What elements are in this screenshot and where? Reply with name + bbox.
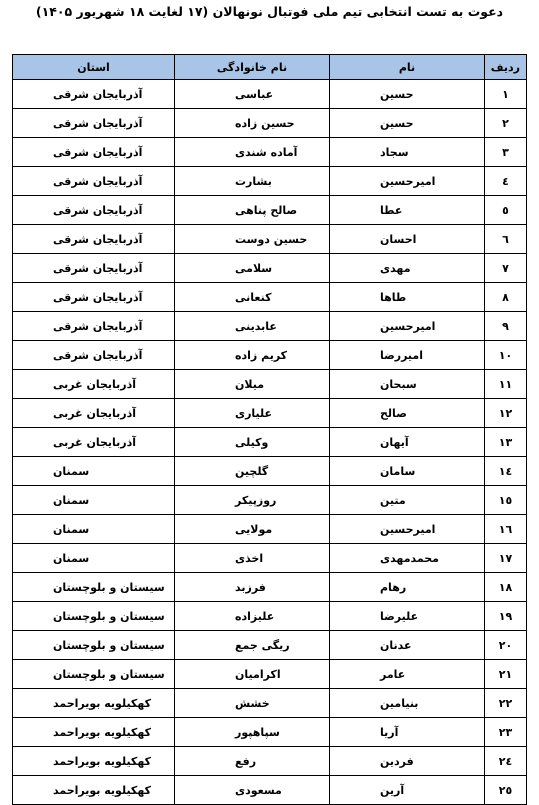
cell-first-name: مهدی (330, 254, 485, 283)
cell-row-number: ۱۳ (485, 428, 527, 457)
cell-province: سیستان و بلوچستان (13, 602, 175, 631)
table-row (13, 370, 527, 399)
cell-row-number: ۱ (485, 80, 527, 109)
cell-family-name: سپاهپور (175, 718, 330, 747)
table-row (13, 428, 527, 457)
cell-row-number: ۱۰ (485, 341, 527, 370)
cell-row-number: ۱۹ (485, 602, 527, 631)
cell-first-name: سبحان (330, 370, 485, 399)
cell-row-number: ٥ (485, 196, 527, 225)
cell-first-name: حسین (330, 80, 485, 109)
cell-province: کهکیلویه بویراحمد (13, 776, 175, 805)
table-row (13, 399, 527, 428)
table-row (13, 283, 527, 312)
cell-row-number: ۸ (485, 283, 527, 312)
cell-first-name: آریا (330, 718, 485, 747)
cell-province: سمنان (13, 457, 175, 486)
header-family-name: نام خانوادگی (175, 55, 330, 80)
table-row (13, 689, 527, 718)
cell-province: آذربایجان شرقی (13, 196, 175, 225)
cell-row-number: ۳ (485, 138, 527, 167)
table-row (13, 660, 527, 689)
cell-province: آذربایجان شرقی (13, 254, 175, 283)
cell-family-name: خشش (175, 689, 330, 718)
cell-row-number: ۲٥ (485, 776, 527, 805)
cell-first-name: متین (330, 486, 485, 515)
cell-province: سمنان (13, 486, 175, 515)
roster-body (13, 80, 527, 805)
table-row (13, 747, 527, 776)
table-row (13, 341, 527, 370)
cell-family-name: عباسی (175, 80, 330, 109)
cell-first-name: رهام (330, 573, 485, 602)
cell-province: سمنان (13, 544, 175, 573)
cell-row-number: ۲۰ (485, 631, 527, 660)
cell-first-name: علیرضا (330, 602, 485, 631)
cell-province: آذربایجان شرقی (13, 109, 175, 138)
header-first-name: نام (330, 55, 485, 80)
cell-family-name: علیزاده (175, 602, 330, 631)
cell-province: آذربایجان شرقی (13, 312, 175, 341)
table-row (13, 486, 527, 515)
cell-first-name: امیرحسین (330, 515, 485, 544)
cell-province: آذربایجان غربی (13, 399, 175, 428)
cell-family-name: حسین دوست (175, 225, 330, 254)
cell-row-number: ۲۲ (485, 689, 527, 718)
cell-row-number: ۱٤ (485, 457, 527, 486)
cell-row-number: ۱۸ (485, 573, 527, 602)
cell-row-number: ۹ (485, 312, 527, 341)
cell-province: سمنان (13, 515, 175, 544)
cell-family-name: مسعودی (175, 776, 330, 805)
table-row (13, 138, 527, 167)
cell-first-name: بنیامین (330, 689, 485, 718)
cell-province: آذربایجان شرقی (13, 341, 175, 370)
table-row (13, 109, 527, 138)
cell-first-name: صالح (330, 399, 485, 428)
cell-first-name: آیهان (330, 428, 485, 457)
cell-family-name: گلچین (175, 457, 330, 486)
header-row-number: ردیف (485, 55, 527, 80)
cell-first-name: احسان (330, 225, 485, 254)
cell-row-number: ۱۲ (485, 399, 527, 428)
cell-first-name: سامان (330, 457, 485, 486)
cell-first-name: سجاد (330, 138, 485, 167)
cell-province: آذربایجان شرقی (13, 80, 175, 109)
header-province: استان (13, 55, 175, 80)
cell-family-name: علیاری (175, 399, 330, 428)
table-row (13, 602, 527, 631)
header-row (13, 55, 527, 80)
table-row (13, 80, 527, 109)
cell-province: کهکیلویه بویراحمد (13, 718, 175, 747)
cell-family-name: میلان (175, 370, 330, 399)
cell-family-name: مولایی (175, 515, 330, 544)
cell-row-number: ۲٤ (485, 747, 527, 776)
cell-family-name: رفع (175, 747, 330, 776)
table-row (13, 225, 527, 254)
cell-first-name: آرین (330, 776, 485, 805)
cell-family-name: روزپیکر (175, 486, 330, 515)
cell-first-name: عامر (330, 660, 485, 689)
cell-row-number: ٤ (485, 167, 527, 196)
cell-province: سیستان و بلوچستان (13, 573, 175, 602)
cell-province: آذربایجان شرقی (13, 167, 175, 196)
cell-family-name: ریگی جمع (175, 631, 330, 660)
cell-row-number: ۱۷ (485, 544, 527, 573)
table-row (13, 573, 527, 602)
cell-province: آذربایجان شرقی (13, 225, 175, 254)
cell-first-name: عطا (330, 196, 485, 225)
cell-province: آذربایجان شرقی (13, 283, 175, 312)
cell-family-name: عابدینی (175, 312, 330, 341)
table-row (13, 776, 527, 805)
cell-first-name: امیرحسین (330, 167, 485, 196)
cell-first-name: امیررضا (330, 341, 485, 370)
cell-row-number: ۷ (485, 254, 527, 283)
cell-row-number: ۱۱ (485, 370, 527, 399)
cell-province: آذربایجان غربی (13, 370, 175, 399)
cell-row-number: ٦ (485, 225, 527, 254)
cell-province: سیستان و بلوچستان (13, 631, 175, 660)
cell-family-name: فرزبد (175, 573, 330, 602)
cell-first-name: امیرحسین (330, 312, 485, 341)
cell-family-name: کنعانی (175, 283, 330, 312)
cell-province: کهکیلویه بویراحمد (13, 747, 175, 776)
cell-first-name: فردین (330, 747, 485, 776)
table-row (13, 254, 527, 283)
cell-family-name: صالح پناهی (175, 196, 330, 225)
cell-family-name: سلامی (175, 254, 330, 283)
page-title: دعوت به تست انتخابی تیم ملی فوتبال نونهالان (۱۷ لغایت ۱۸ شهریور ۱۴۰۵) (35, 4, 504, 19)
table-row (13, 631, 527, 660)
table-row (13, 312, 527, 341)
table-row (13, 457, 527, 486)
cell-family-name: آماده شندی (175, 138, 330, 167)
cell-first-name: عدنان (330, 631, 485, 660)
cell-family-name: حسین زاده (175, 109, 330, 138)
table-row (13, 718, 527, 747)
table-row (13, 544, 527, 573)
cell-family-name: اکرامیان (175, 660, 330, 689)
table-row (13, 196, 527, 225)
cell-province: کهکیلویه بویراحمد (13, 689, 175, 718)
cell-row-number: ۲۳ (485, 718, 527, 747)
cell-family-name: بشارت (175, 167, 330, 196)
cell-first-name: حسین (330, 109, 485, 138)
cell-row-number: ۲ (485, 109, 527, 138)
cell-family-name: اخذی (175, 544, 330, 573)
roster-table (12, 54, 527, 805)
table-row (13, 167, 527, 196)
cell-province: آذربایجان غربی (13, 428, 175, 457)
cell-first-name: محمدمهدی (330, 544, 485, 573)
cell-first-name: طاها (330, 283, 485, 312)
cell-family-name: کریم زاده (175, 341, 330, 370)
cell-family-name: وکیلی (175, 428, 330, 457)
cell-row-number: ۱٦ (485, 515, 527, 544)
table-row (13, 515, 527, 544)
cell-province: آذربایجان شرقی (13, 138, 175, 167)
cell-row-number: ۲۱ (485, 660, 527, 689)
cell-province: سیستان و بلوچستان (13, 660, 175, 689)
cell-row-number: ۱٥ (485, 486, 527, 515)
